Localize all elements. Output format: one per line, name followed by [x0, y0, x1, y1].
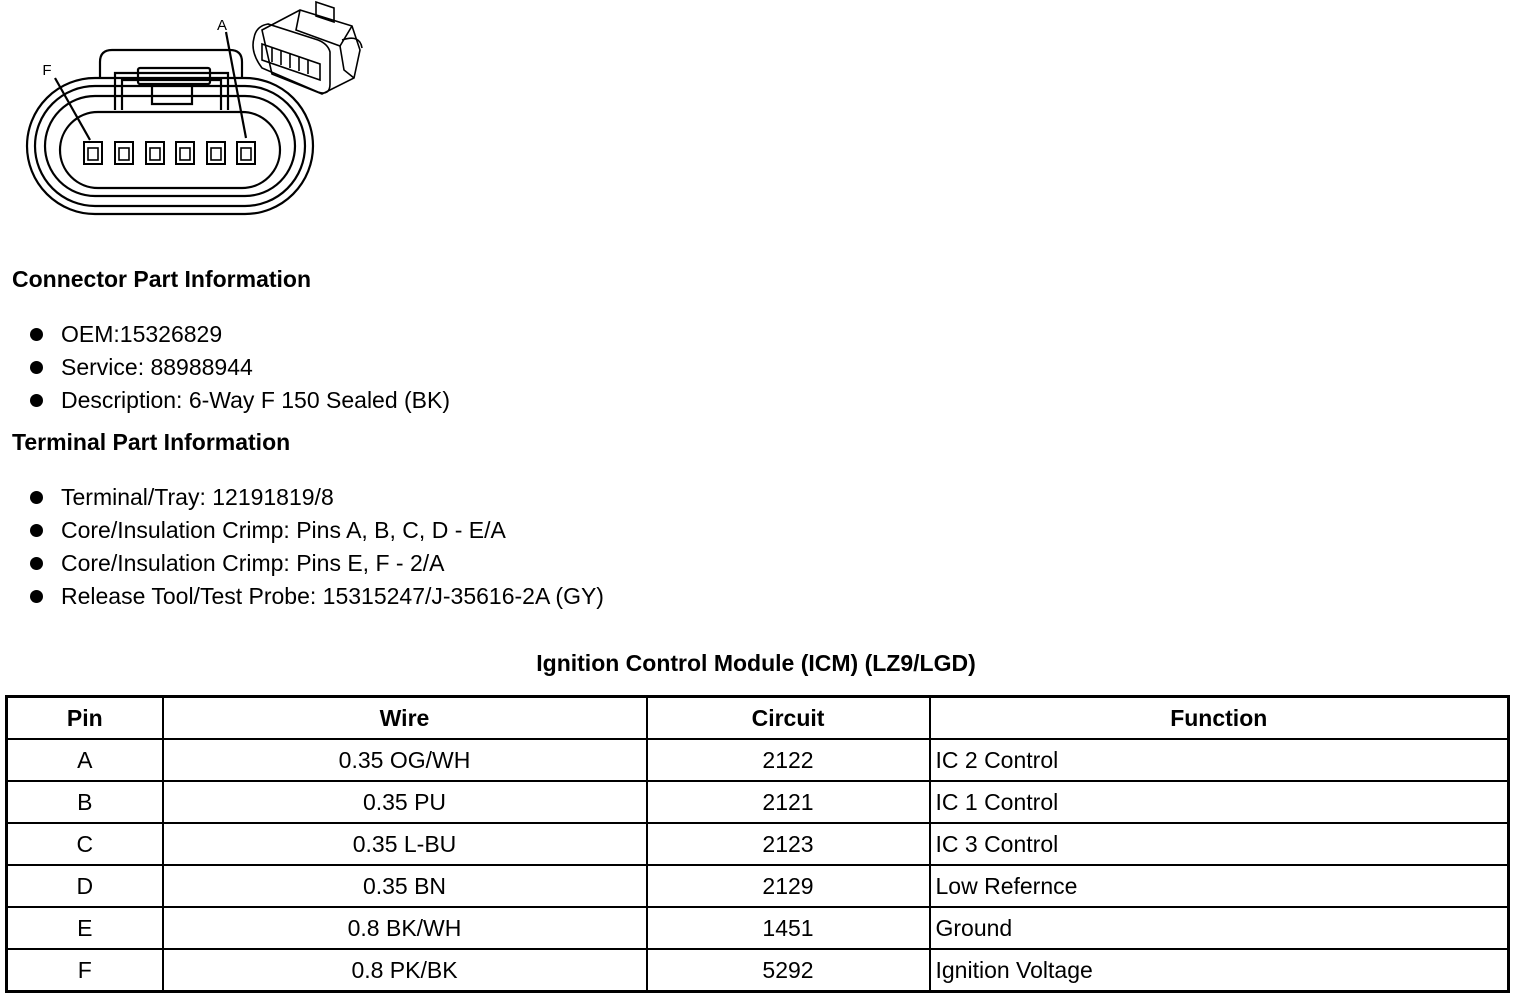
list-item-text: Terminal/Tray: 12191819/8	[61, 484, 334, 510]
cell-function: IC 2 Control	[930, 739, 1509, 781]
bullet-icon	[30, 557, 43, 570]
header-circuit: Circuit	[647, 697, 930, 740]
list-item-text: OEM:15326829	[61, 321, 223, 347]
cell-circuit: 2121	[647, 781, 930, 823]
cell-function: Ground	[930, 907, 1509, 949]
table-row	[7, 781, 1509, 823]
bullet-icon	[30, 328, 43, 341]
list-item	[28, 580, 604, 613]
terminal-part-info-title: Terminal Part Information	[12, 429, 291, 455]
terminal-part-info-list	[28, 481, 604, 613]
list-item	[28, 481, 604, 514]
connector-part-info-title: Connector Part Information	[12, 266, 312, 292]
cell-circuit: 2123	[647, 823, 930, 865]
table-row	[7, 949, 1509, 992]
list-item	[28, 547, 604, 580]
table-header-row	[7, 697, 1509, 740]
callout-pin-a: A	[216, 17, 228, 34]
cell-pin: D	[7, 865, 163, 907]
cell-wire: 0.35 BN	[163, 865, 647, 907]
pinout-table	[5, 695, 1510, 993]
cell-circuit: 1451	[647, 907, 930, 949]
connector-part-info-list	[28, 318, 450, 417]
cell-wire: 0.35 OG/WH	[163, 739, 647, 781]
pinout-table-title: Ignition Control Module (ICM) (LZ9/LGD)	[536, 650, 976, 676]
table-row	[7, 865, 1509, 907]
header-function: Function	[930, 697, 1509, 740]
cell-wire: 0.8 PK/BK	[163, 949, 647, 992]
list-item	[28, 384, 450, 417]
cell-wire: 0.35 L-BU	[163, 823, 647, 865]
cell-pin: E	[7, 907, 163, 949]
list-item	[28, 318, 450, 351]
cell-function: Low Refernce	[930, 865, 1509, 907]
bullet-icon	[30, 524, 43, 537]
connector-face-diagram	[0, 0, 380, 225]
cell-wire: 0.35 PU	[163, 781, 647, 823]
bullet-icon	[30, 361, 43, 374]
connector-3d-sketch	[253, 2, 362, 94]
list-item-text: Service: 88988944	[61, 354, 253, 380]
cell-circuit: 5292	[647, 949, 930, 992]
cell-function: IC 1 Control	[930, 781, 1509, 823]
list-item-text: Core/Insulation Crimp: Pins E, F - 2/A	[61, 550, 445, 576]
cell-function: Ignition Voltage	[930, 949, 1509, 992]
bullet-icon	[30, 590, 43, 603]
cell-pin: A	[7, 739, 163, 781]
cell-wire: 0.8 BK/WH	[163, 907, 647, 949]
bullet-icon	[30, 394, 43, 407]
table-row	[7, 739, 1509, 781]
table-row	[7, 823, 1509, 865]
cell-circuit: 2129	[647, 865, 930, 907]
list-item	[28, 351, 450, 384]
list-item-text: Release Tool/Test Probe: 15315247/J-35616-2A (GY)	[61, 583, 604, 609]
header-wire: Wire	[163, 697, 647, 740]
table-row	[7, 907, 1509, 949]
cell-pin: B	[7, 781, 163, 823]
cell-circuit: 2122	[647, 739, 930, 781]
list-item-text: Description: 6-Way F 150 Sealed (BK)	[61, 387, 451, 413]
bullet-icon	[30, 491, 43, 504]
cell-function: IC 3 Control	[930, 823, 1509, 865]
list-item-text: Core/Insulation Crimp: Pins A, B, C, D - E/A	[61, 517, 506, 543]
callout-pin-f: F	[42, 62, 52, 79]
cell-pin: F	[7, 949, 163, 992]
header-pin: Pin	[7, 697, 163, 740]
cell-pin: C	[7, 823, 163, 865]
list-item	[28, 514, 604, 547]
